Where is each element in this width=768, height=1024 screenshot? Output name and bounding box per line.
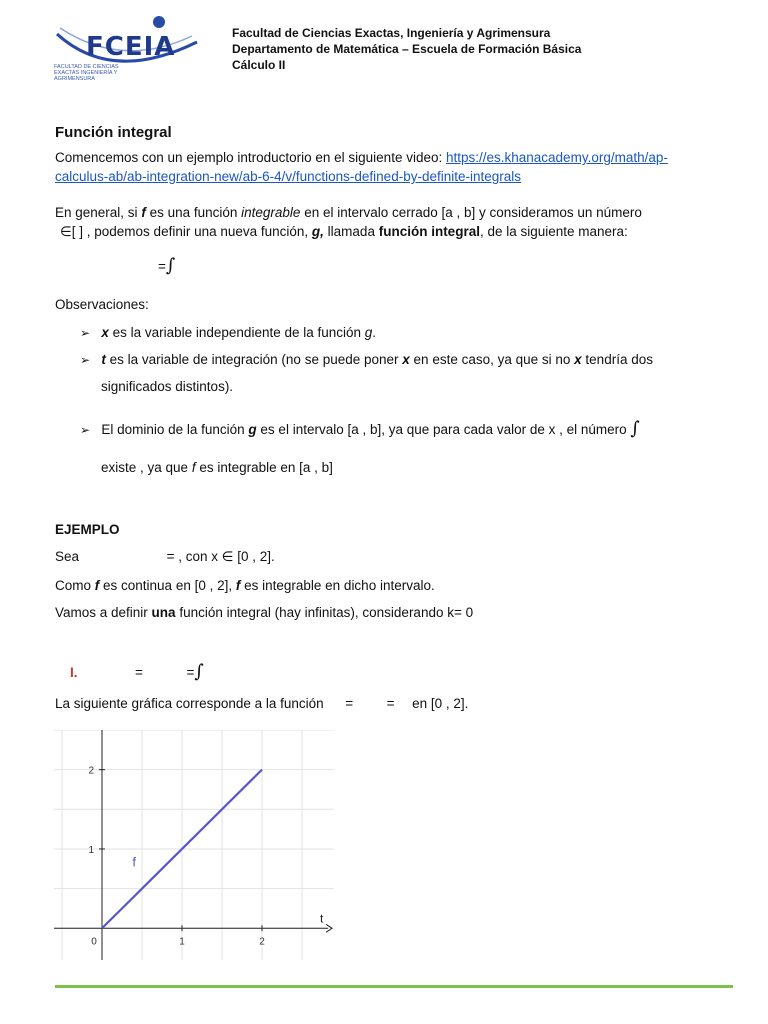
- intro-paragraph: [55, 148, 735, 186]
- footer-divider: [55, 985, 733, 988]
- header-course: Cálculo II: [232, 58, 286, 72]
- khan-academy-link[interactable]: https://es.khanacademy.org/math/ap- calculus-ab/ab-integration-new/ab-6-4/v/functions-defined-by-definite-integrals: [55, 150, 668, 184]
- observation-item-2-cont: significados distintos).: [101, 379, 234, 394]
- observations-title: Observaciones:: [55, 297, 149, 312]
- general-line-2: ∈[ ] , podemos definir una nueva función, g, llamada función integral, de la siguiente manera:: [60, 224, 628, 239]
- x-axis-label: t: [320, 911, 324, 926]
- function-f-chart: [54, 730, 334, 960]
- integral-sign-icon: ∫: [165, 255, 176, 276]
- observation-item-3-cont: existe , ya que f es integrable en [a , b]: [101, 460, 333, 475]
- observation-item-2: ➢ t es la variable de integración (no se puede poner x en este caso, ya que si no x tendría dos: [80, 352, 653, 367]
- header-department: Departamento de Matemática – Escuela de Formación Básica: [232, 42, 582, 56]
- series-label-f: f: [132, 854, 137, 870]
- observation-item-1: ➢ x es la variable independiente de la función g.: [80, 325, 377, 340]
- observation-item-3: ➢ El dominio de la función g es el intervalo [a , b], ya que para cada valor de x , el número ∫: [80, 418, 640, 439]
- example-grafica-line: La siguiente gráfica corresponde a la función = = en [0 , 2].: [55, 696, 469, 711]
- arrow-bullet-icon: ➢: [80, 353, 91, 367]
- header-faculty: Facultad de Ciencias Exactas, Ingeniería y Agrimensura: [232, 26, 551, 40]
- example-item-I: I. = =∫: [70, 661, 204, 682]
- y-tick-label: 2: [88, 765, 94, 777]
- intro-text: Comencemos con un ejemplo introductorio en el siguiente video:: [55, 150, 446, 165]
- example-sea-line: Sea = , con x ∈ [0 , 2].: [55, 549, 275, 564]
- x-tick-label: 2: [259, 936, 265, 948]
- logo-text: FCEIA: [86, 32, 176, 62]
- integral-definition-formula: =∫: [158, 255, 176, 276]
- logo-subtitle: FACULTAD DE CIENCIAS EXACTAS INGENIERÍA Y AGRIMENSURA: [54, 64, 119, 82]
- arrow-bullet-icon: ➢: [80, 326, 91, 340]
- general-line-1: En general, si f es una función integrable en el intervalo cerrado [a , b] y consideramos un número: [55, 205, 642, 220]
- section-title: Función integral: [55, 124, 172, 141]
- item-label: I.: [70, 665, 78, 680]
- arrow-bullet-icon: ➢: [80, 423, 91, 437]
- example-vamos-line: Vamos a definir una función integral (hay infinitas), considerando k= 0: [55, 605, 474, 620]
- integral-sign-icon: ∫: [630, 418, 640, 439]
- y-tick-label: 1: [88, 844, 94, 856]
- fceia-logo: [52, 14, 202, 84]
- example-title: EJEMPLO: [55, 522, 120, 537]
- x-tick-label: 0: [91, 936, 97, 948]
- example-como-line: Como f es continua en [0 , 2], f es integrable en dicho intervalo.: [55, 578, 435, 593]
- integral-sign-icon: ∫: [194, 661, 204, 682]
- x-tick-label: 1: [179, 936, 185, 948]
